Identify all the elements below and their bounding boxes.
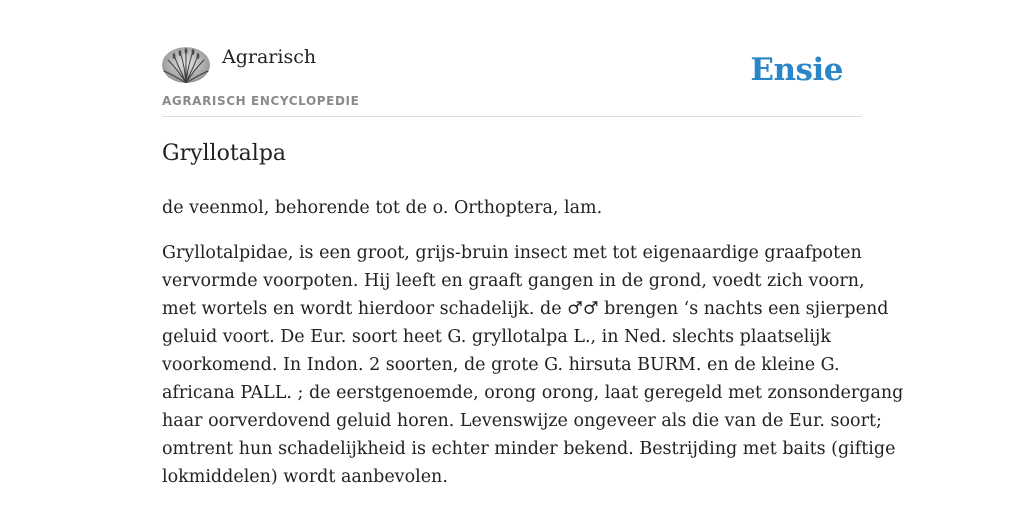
site-header bbox=[162, 0, 862, 117]
article-body bbox=[162, 239, 904, 491]
body-line: omtrent hun schadelijkheid is echter minder bekend. Bestrijding met baits (giftige bbox=[162, 439, 896, 459]
wheat-field-icon[interactable] bbox=[162, 47, 210, 83]
body-line: africana PALL. ; de eerstgenoemde, orong orong, laat geregeld met zonsondergang bbox=[162, 383, 904, 403]
body-line: haar oorverdovend geluid horen. Levenswijze ongeveer als die van de Eur. soort; bbox=[162, 411, 882, 431]
body-line: met wortels en wordt hierdoor schadelijk. de ♂♂ brengen ‘s nachts een sjierpend bbox=[162, 299, 889, 319]
article-title: Gryllotalpa bbox=[162, 141, 287, 166]
page-container bbox=[162, 0, 904, 487]
body-line: lokmiddelen) wordt aanbevolen. bbox=[162, 467, 448, 487]
brand-logo[interactable]: Ensie bbox=[750, 52, 843, 88]
site-subtitle: AGRARISCH ENCYCLOPEDIE bbox=[162, 94, 360, 108]
body-line: Gryllotalpidae, is een groot, grijs-bruin insect met tot eigenaardige graafpoten bbox=[162, 243, 862, 263]
body-line: voorkomend. In Indon. 2 soorten, de grote G. hirsuta BURM. en de kleine G. bbox=[162, 355, 840, 375]
article-lead: de veenmol, behorende tot de o. Orthoptera, lam. bbox=[162, 198, 603, 218]
site-name[interactable]: Agrarisch bbox=[222, 46, 317, 68]
body-line: vervormde voorpoten. Hij leeft en graaft gangen in de grond, voedt zich voorn, bbox=[162, 271, 865, 291]
body-line: geluid voort. De Eur. soort heet G. gryllotalpa L., in Ned. slechts plaatselijk bbox=[162, 327, 831, 347]
